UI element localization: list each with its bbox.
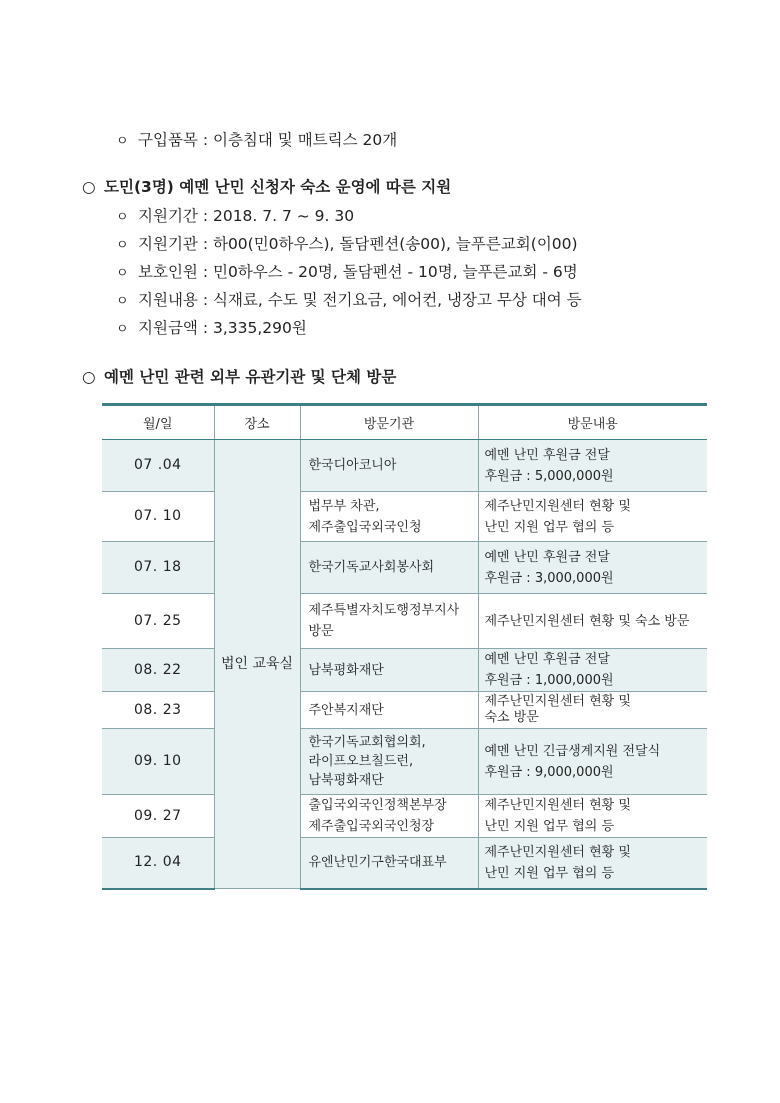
support-amount: 지원금액 : 3,335,290원	[138, 319, 307, 337]
header-organization: 방문기관	[300, 405, 478, 440]
bullet-mark: ㅇ	[116, 322, 129, 337]
table-row	[102, 492, 707, 542]
row-organization: 주안복지재단	[300, 692, 478, 729]
header-content: 방문내용	[478, 405, 707, 440]
purchase-item-text: 구입품목 : 이층침대 및 매트릭스 20개	[138, 131, 398, 149]
header-date: 월/일	[102, 405, 214, 440]
row-content: 제주난민지원센터 현황 및 난민 지원 업무 협의 등	[478, 838, 707, 889]
bullet-mark: ㅇ	[116, 266, 129, 281]
bullet-mark: ㅇ	[116, 210, 129, 225]
circle-bullet: ○	[82, 178, 96, 196]
row-organization: 한국기독교사회봉사회	[300, 542, 478, 594]
row-date: 12. 04	[102, 838, 214, 889]
row-content: 제주난민지원센터 현황 및 숙소 방문	[478, 594, 707, 649]
table-row	[102, 649, 707, 692]
row-date: 08. 23	[102, 692, 214, 729]
row-date: 08. 22	[102, 649, 214, 692]
table-row	[102, 542, 707, 594]
table-row	[102, 440, 707, 492]
section1-heading	[82, 175, 451, 197]
row-content: 제주난민지원센터 현황 및 숙소 방문	[478, 692, 707, 729]
table-row	[102, 594, 707, 649]
section1-title: 도민(3명) 예멘 난민 신청자 숙소 운영에 따른 지원	[104, 178, 452, 196]
row-date: 07 .04	[102, 440, 214, 492]
row-organization: 제주특별자치도행정부지사 방문	[300, 594, 478, 649]
row-content: 제주난민지원센터 현황 및 난민 지원 업무 협의 등	[478, 492, 707, 542]
table-header-row	[102, 405, 707, 440]
table-row	[102, 795, 707, 838]
row-date: 07. 18	[102, 542, 214, 594]
section1-item	[116, 316, 307, 338]
row-date: 09. 27	[102, 795, 214, 838]
bullet-mark: ㅇ	[116, 134, 129, 149]
circle-bullet: ○	[82, 368, 96, 386]
visit-table	[102, 403, 707, 890]
row-date: 07. 10	[102, 492, 214, 542]
row-organization: 출입국외국인정책본부장 제주출입국외국인청장	[300, 795, 478, 838]
purchase-item-line	[116, 128, 397, 150]
section2-title: 예멘 난민 관련 외부 유관기관 및 단체 방문	[104, 368, 397, 386]
row-date: 07. 25	[102, 594, 214, 649]
section2-heading	[82, 365, 396, 387]
table-row	[102, 692, 707, 729]
protected-persons: 보호인원 : 민0하우스 - 20명, 돌담펜션 - 10명, 늘푸른교회 - 6명	[138, 263, 578, 281]
row-content: 예멘 난민 후원금 전달 후원금 : 3,000,000원	[478, 542, 707, 594]
support-institutions: 지원기관 : 하00(민0하우스), 돌담펜션(송00), 늘푸른교회(이00)	[138, 235, 578, 253]
row-content: 제주난민지원센터 현황 및 난민 지원 업무 협의 등	[478, 795, 707, 838]
row-organization: 남북평화재단	[300, 649, 478, 692]
section1-item	[116, 288, 582, 310]
row-content: 예멘 난민 긴급생계지원 전달식 후원금 : 9,000,000원	[478, 729, 707, 795]
support-period: 지원기간 : 2018. 7. 7 ~ 9. 30	[138, 207, 355, 225]
row-organization: 한국기독교회협의회, 라이프오브칠드런, 남북평화재단	[300, 729, 478, 795]
row-content: 예멘 난민 후원금 전달 후원금 : 1,000,000원	[478, 649, 707, 692]
section1-item	[116, 204, 354, 226]
row-date: 09. 10	[102, 729, 214, 795]
row-organization: 유엔난민기구한국대표부	[300, 838, 478, 889]
header-place: 장소	[214, 405, 300, 440]
table-row	[102, 729, 707, 795]
row-content: 예멘 난민 후원금 전달 후원금 : 5,000,000원	[478, 440, 707, 492]
table-row	[102, 838, 707, 889]
row-place: 법인 교육실	[214, 440, 300, 889]
section1-item	[116, 232, 578, 254]
row-organization: 한국디아코니아	[300, 440, 478, 492]
bullet-mark: ㅇ	[116, 294, 129, 309]
row-organization: 법무부 차관, 제주출입국외국인청	[300, 492, 478, 542]
section1-item	[116, 260, 578, 282]
support-contents: 지원내용 : 식재료, 수도 및 전기요금, 에어컨, 냉장고 무상 대여 등	[138, 291, 582, 309]
bullet-mark: ㅇ	[116, 238, 129, 253]
